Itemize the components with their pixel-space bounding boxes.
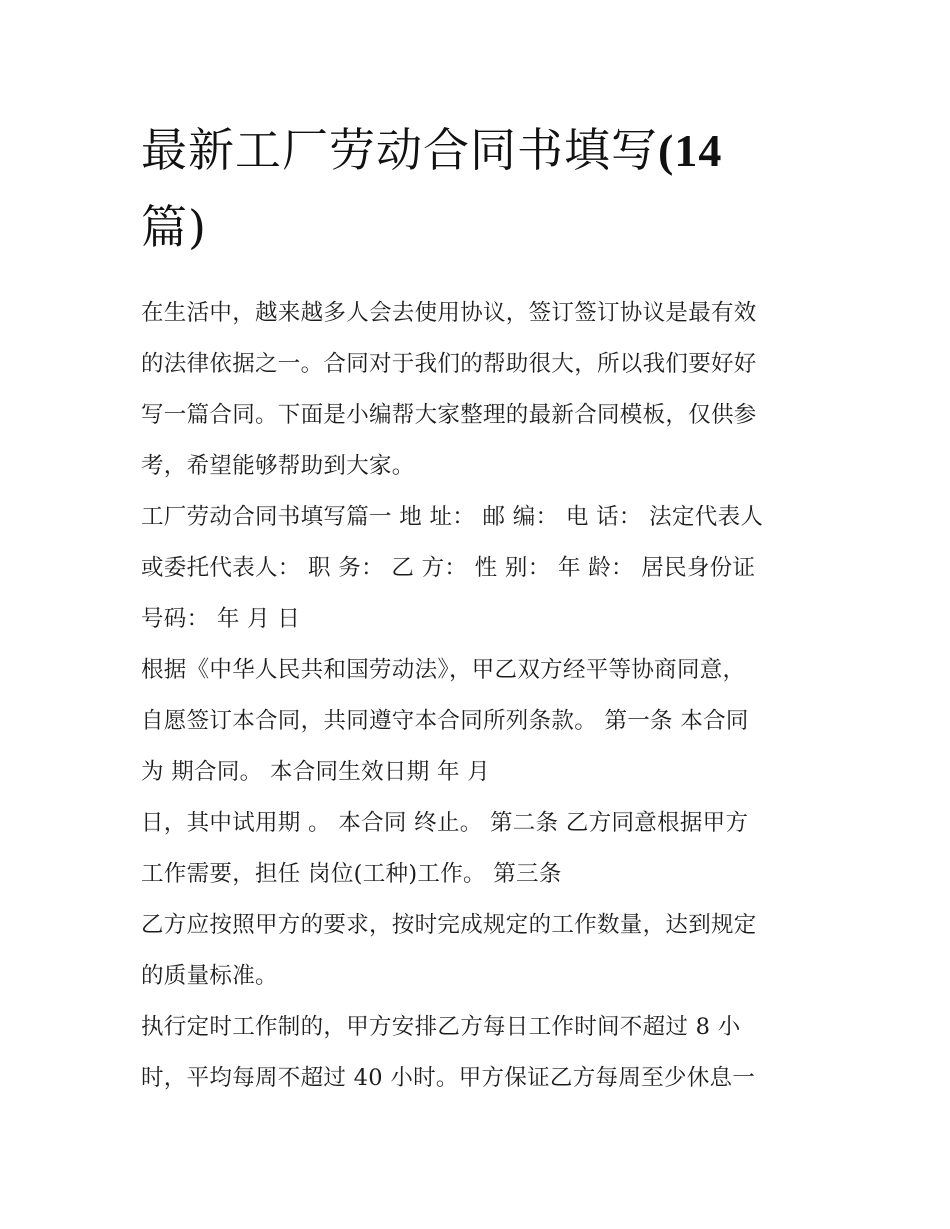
text-line: 为 期合同。 本合同生效日期 年 月 bbox=[141, 759, 491, 785]
working-hours-paragraph bbox=[141, 1002, 813, 1104]
text-line: 的质量标准。 bbox=[141, 963, 278, 989]
title-line-2: 篇) bbox=[141, 200, 207, 254]
text-line: 时，平均每周不超过 40 小时。甲方保证乙方每周至少休息一 bbox=[141, 1065, 756, 1091]
intro-paragraph bbox=[141, 288, 813, 492]
text-line: 根据《中华人民共和国劳动法》，甲乙双方经平等协商同意， bbox=[141, 657, 746, 683]
document-body bbox=[141, 112, 813, 1104]
text-line: 在生活中，越来越多人会去使用协议，签订签订协议是最有效 bbox=[141, 300, 757, 326]
work-requirement-paragraph bbox=[141, 900, 813, 1002]
text-line: 考，希望能够帮助到大家。 bbox=[141, 453, 415, 479]
contract-term-paragraph bbox=[141, 798, 813, 900]
text-line: 乙方应按照甲方的要求，按时完成规定的工作数量，达到规定 bbox=[141, 912, 757, 938]
text-line: 号码： 年 月 日 bbox=[141, 606, 301, 632]
title-count: (14 bbox=[658, 125, 723, 176]
text-line: 的法律依据之一。合同对于我们的帮助很大，所以我们要好好 bbox=[141, 351, 757, 377]
text-line: 工作需要，担任 岗位(工种)工作。 第三条 bbox=[141, 861, 562, 887]
contract-basis-paragraph bbox=[141, 645, 813, 798]
text-line: 或委托代表人： 职 务： 乙 方： 性 别： 年 龄： 居民身份证 bbox=[141, 555, 756, 581]
title-main: 最新工厂劳动合同书填写 bbox=[141, 123, 658, 177]
party-info-paragraph bbox=[141, 492, 813, 645]
text-line: 写一篇合同。下面是小编帮大家整理的最新合同模板，仅供参 bbox=[141, 402, 757, 428]
text-line: 日，其中试用期 。 本合同 终止。 第二条 乙方同意根据甲方 bbox=[141, 810, 749, 836]
text-line: 执行定时工作制的，甲方安排乙方每日工作时间不超过 8 小 bbox=[141, 1014, 741, 1040]
text-line: 工厂劳动合同书填写篇一 地 址： 邮 编： 电 话： 法定代表人 bbox=[141, 504, 764, 530]
text-line: 自愿签订本合同，共同遵守本合同所列条款。 第一条 本合同 bbox=[141, 708, 749, 734]
document-title bbox=[141, 112, 813, 266]
